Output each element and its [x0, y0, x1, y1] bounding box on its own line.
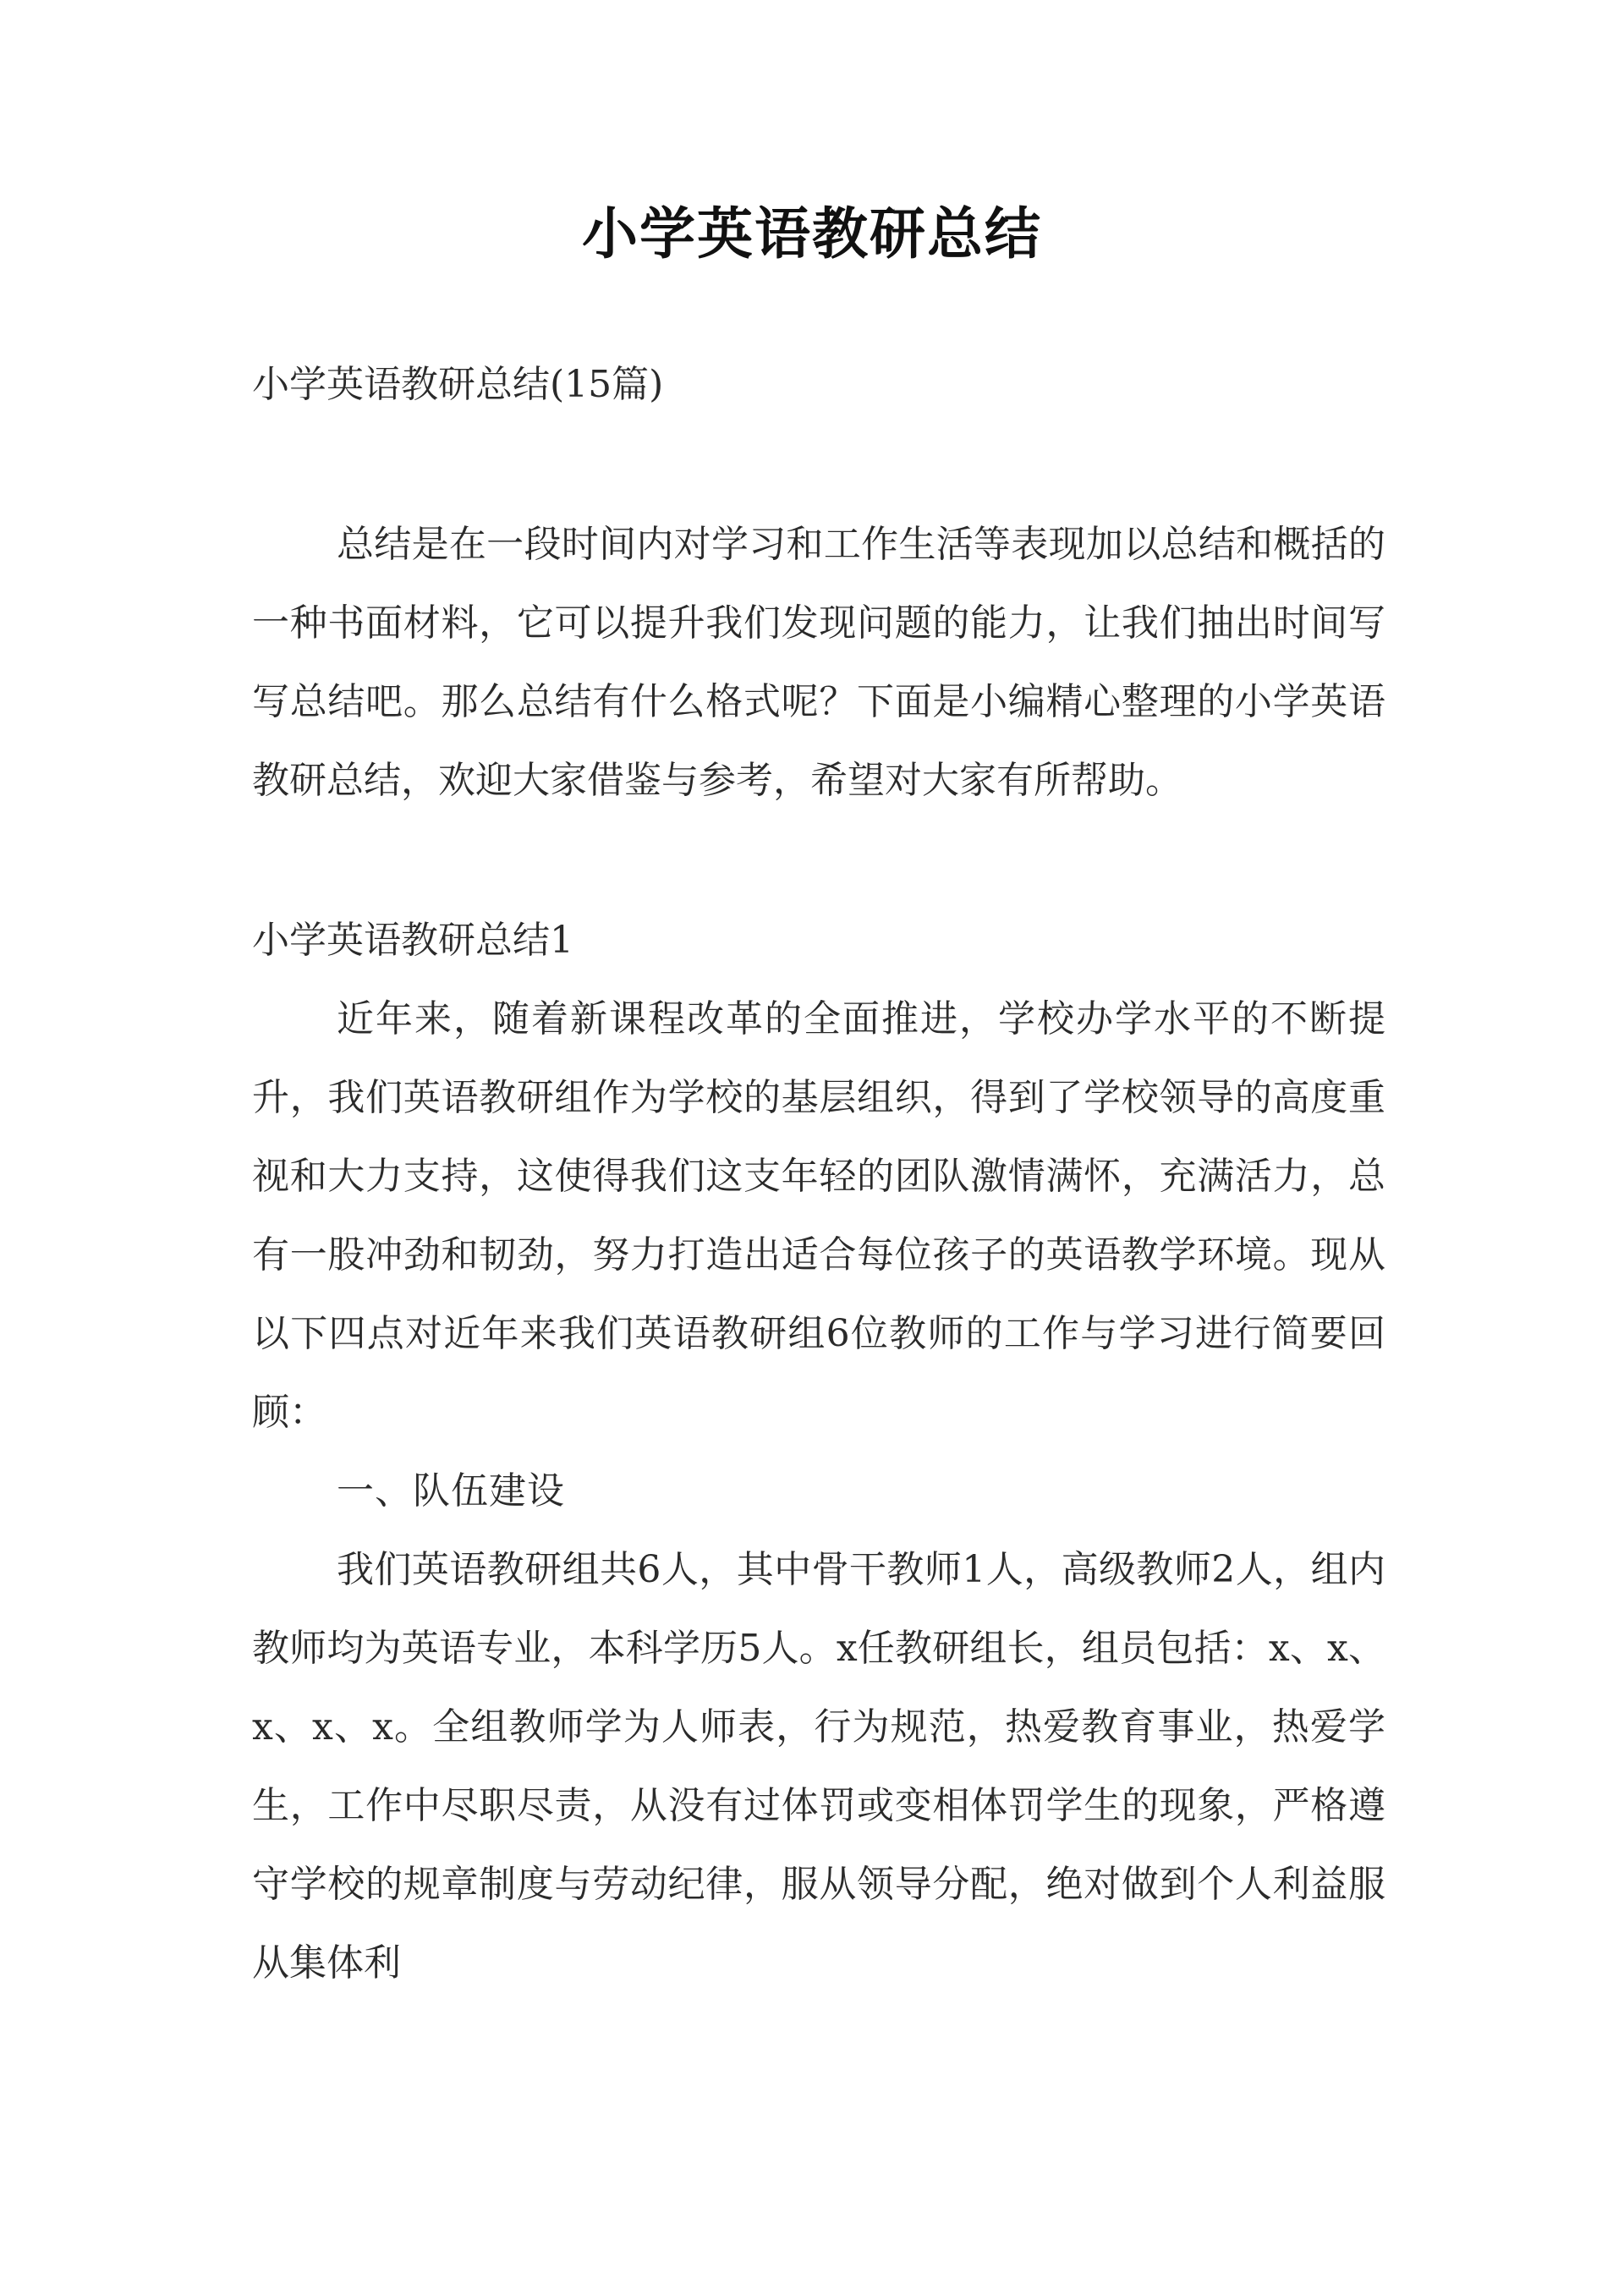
document-body — [252, 345, 1385, 2002]
document-subtitle: 小学英语教研总结(15篇) — [252, 363, 664, 406]
section-paragraph: 我们英语教研组共6人，其中骨干教师1人，高级教师2人，组内教师均为英语专业，本科学历5人。x任教研组长，组员包括：x、x、x、x、x。全组教师学为人师表，行为规范，热爱教育事业，热爱学生，工作中尽职尽责，从没有过体罚或变相体罚学生的现象，严格遵守学校的规章制度与劳动纪律，服从领导分配，绝对做到个人利益服从集体利 — [252, 1548, 1385, 1985]
section-paragraph: 近年来，随着新课程改革的全面推进，学校办学水平的不断提升，我们英语教研组作为学校的基层组织，得到了学校领导的高度重视和大力支持，这使得我们这支年轻的团队激情满怀，充满活力，总有一股冲劲和韧劲，努力打造出适合每位孩子的英语教学环境。现从以下四点对近年来我们英语教研组6位教师的工作与学习进行简要回顾： — [252, 997, 1385, 1434]
section-heading: 小学英语教研总结1 — [252, 919, 573, 962]
document-title: 小学英语教研总结 — [582, 201, 1042, 266]
intro-paragraph: 总结是在一段时间内对学习和工作生活等表现加以总结和概括的一种书面材料，它可以提升我们发现问题的能力，让我们抽出时间写写总结吧。那么总结有什么格式呢？下面是小编精心整理的小学英语教研总结，欢迎大家借鉴与参考，希望对大家有所帮助。 — [252, 523, 1385, 802]
section-subheading: 一、队伍建设 — [337, 1469, 565, 1513]
